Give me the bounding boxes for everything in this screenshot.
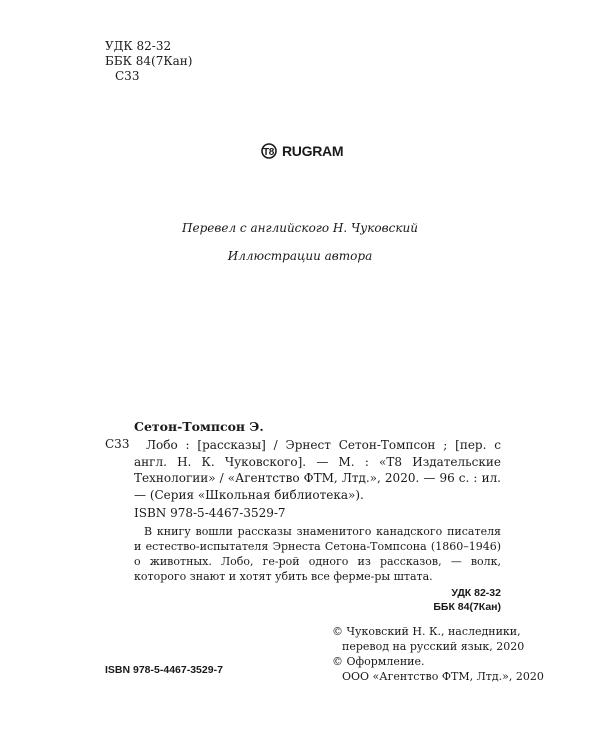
author-heading: Сетон-Томпсон Э. bbox=[134, 419, 264, 434]
publisher-name: RUGRAM bbox=[282, 143, 344, 159]
record-author-sign: С33 bbox=[105, 437, 130, 451]
footer-isbn: ISBN 978-5-4467-3529-7 bbox=[105, 664, 223, 676]
classification-right bbox=[433, 586, 501, 614]
copyright-line-3: © Оформление. bbox=[332, 655, 425, 668]
annotation: В книгу вошли рассказы знаменитого канадского писателя и естество-испытателя Эрнеста Сетона-Томпсона (1860–1946) о животных. Лобо, ге-рой одного из рассказов, — волк, которого знают и хотят убить все ферме-ры штата. bbox=[134, 525, 501, 583]
copyright-line-2: перевод на русский язык, 2020 bbox=[342, 640, 525, 653]
copyright-line-1: © Чуковский Н. К., наследники, bbox=[332, 625, 521, 638]
copyright-block bbox=[332, 624, 544, 684]
copyright-line-4: ООО «Агентство ФТМ, Лтд.», 2020 bbox=[342, 670, 544, 683]
publisher-logo bbox=[259, 143, 343, 159]
logo-mark-text: T8 bbox=[263, 147, 275, 158]
translator-credit: Перевел с английского Н. Чуковский bbox=[182, 221, 418, 235]
udk-code: УДК 82-32 bbox=[105, 39, 172, 53]
record-isbn: ISBN 978-5-4467-3529-7 bbox=[134, 506, 286, 520]
t8-logo-icon bbox=[259, 143, 281, 159]
illustrations-credit: Иллюстрации автора bbox=[227, 249, 373, 263]
bbk-code-right: ББК 84(7Кан) bbox=[433, 601, 501, 613]
bibliographic-description: Лобо : [рассказы] / Эрнест Сетон-Томпсон ; [пер. с англ. Н. К. Чуковского]. — М. : «Т8 Издательские Технологии» / «Агентство ФТМ, Лтд.», 2020. — 96 с. : ил. — (Серия «Школьная библиотека»). bbox=[134, 438, 501, 502]
author-sign: С33 bbox=[115, 69, 140, 83]
bbk-code: ББК 84(7Кан) bbox=[105, 54, 193, 68]
udk-code-right: УДК 82-32 bbox=[451, 587, 501, 599]
classification-block bbox=[105, 39, 192, 84]
